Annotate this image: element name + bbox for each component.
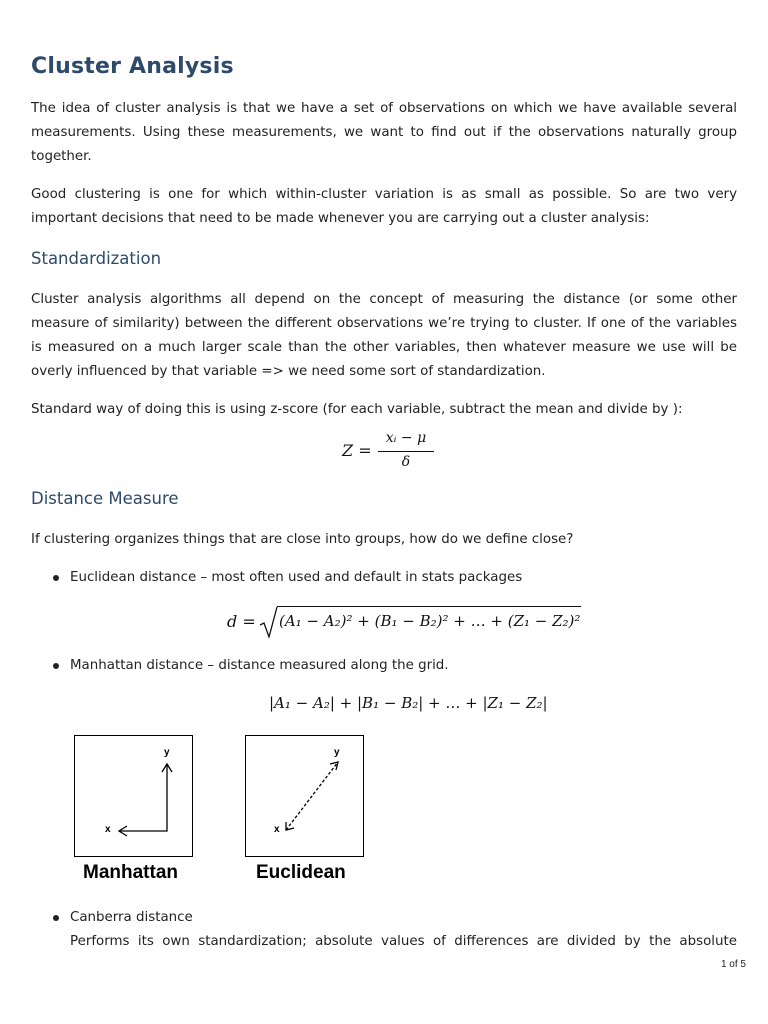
page-number: 1 of 5 bbox=[720, 959, 746, 970]
manhattan-caption: Manhattan bbox=[83, 862, 178, 883]
distance-measure-heading: Distance Measure bbox=[31, 489, 179, 508]
bullet-dot bbox=[53, 575, 59, 581]
page-title: Cluster Analysis bbox=[31, 54, 234, 79]
euclidean-x-label: x bbox=[274, 824, 280, 835]
bullet-euclidean: Euclidean distance – most often used and default in stats packages bbox=[70, 570, 523, 585]
manhattan-path-icon bbox=[75, 736, 192, 856]
bullet-canberra: Canberra distance bbox=[70, 910, 193, 925]
square-root-icon bbox=[259, 606, 279, 638]
z-formula-lhs: Z = bbox=[342, 441, 372, 460]
bullet-dot bbox=[53, 915, 59, 921]
euclidean-figure-box bbox=[245, 735, 364, 857]
distance-paragraph-1: If clustering organizes things that are close into groups, how do we define close? bbox=[31, 532, 574, 547]
euclidean-formula-body: (A₁ − A₂)² + (B₁ − B₂)² + … + (Z₁ − Z₂)² bbox=[279, 612, 581, 630]
intro-paragraph-1: The idea of cluster analysis is that we have a set of observations on which we have available several measurements. Using these measurements, we want to find out if the observations naturally group together. bbox=[31, 101, 737, 164]
square-root-bar bbox=[277, 606, 581, 607]
euclidean-figure bbox=[245, 735, 367, 885]
manhattan-formula: |A₁ − A₂| + |B₁ − B₂| + … + |Z₁ − Z₂| bbox=[269, 694, 548, 712]
manhattan-y-label: y bbox=[164, 747, 170, 758]
bullet-dot bbox=[53, 663, 59, 669]
z-formula-denominator: δ bbox=[401, 454, 411, 470]
z-formula-numerator: xᵢ − μ bbox=[385, 430, 427, 446]
standardization-paragraph-2: Standard way of doing this is using z-score (for each variable, subtract the mean and divide by ): bbox=[31, 402, 683, 417]
euclidean-caption: Euclidean bbox=[256, 862, 346, 883]
euclidean-formula-lhs: d = bbox=[227, 612, 256, 631]
standardization-heading: Standardization bbox=[31, 249, 162, 268]
intro-paragraph-2: Good clustering is one for which within-cluster variation is as small as possible. So are two very important decisions that need to be made whenever you are carrying out a cluster analysis: bbox=[31, 187, 737, 226]
standardization-paragraph-1: Cluster analysis algorithms all depend on the concept of measuring the distance (or some other measure of similarity) between the different observations we’re trying to cluster. If one of the variables is measured on a much larger scale than the other variables, then whatever measure we use will be overly influenced by that variable => we need some sort of standardization. bbox=[31, 292, 737, 379]
canberra-description: Performs its own standardization; absolute values of differences are divided by the absolute bbox=[70, 934, 737, 949]
manhattan-figure bbox=[74, 735, 194, 885]
manhattan-x-label: x bbox=[105, 824, 111, 835]
euclidean-path-icon bbox=[246, 736, 363, 856]
euclidean-y-label: y bbox=[334, 747, 340, 758]
manhattan-figure-box bbox=[74, 735, 193, 857]
z-formula-fraction-bar bbox=[378, 451, 434, 452]
bullet-manhattan: Manhattan distance – distance measured along the grid. bbox=[70, 658, 449, 673]
